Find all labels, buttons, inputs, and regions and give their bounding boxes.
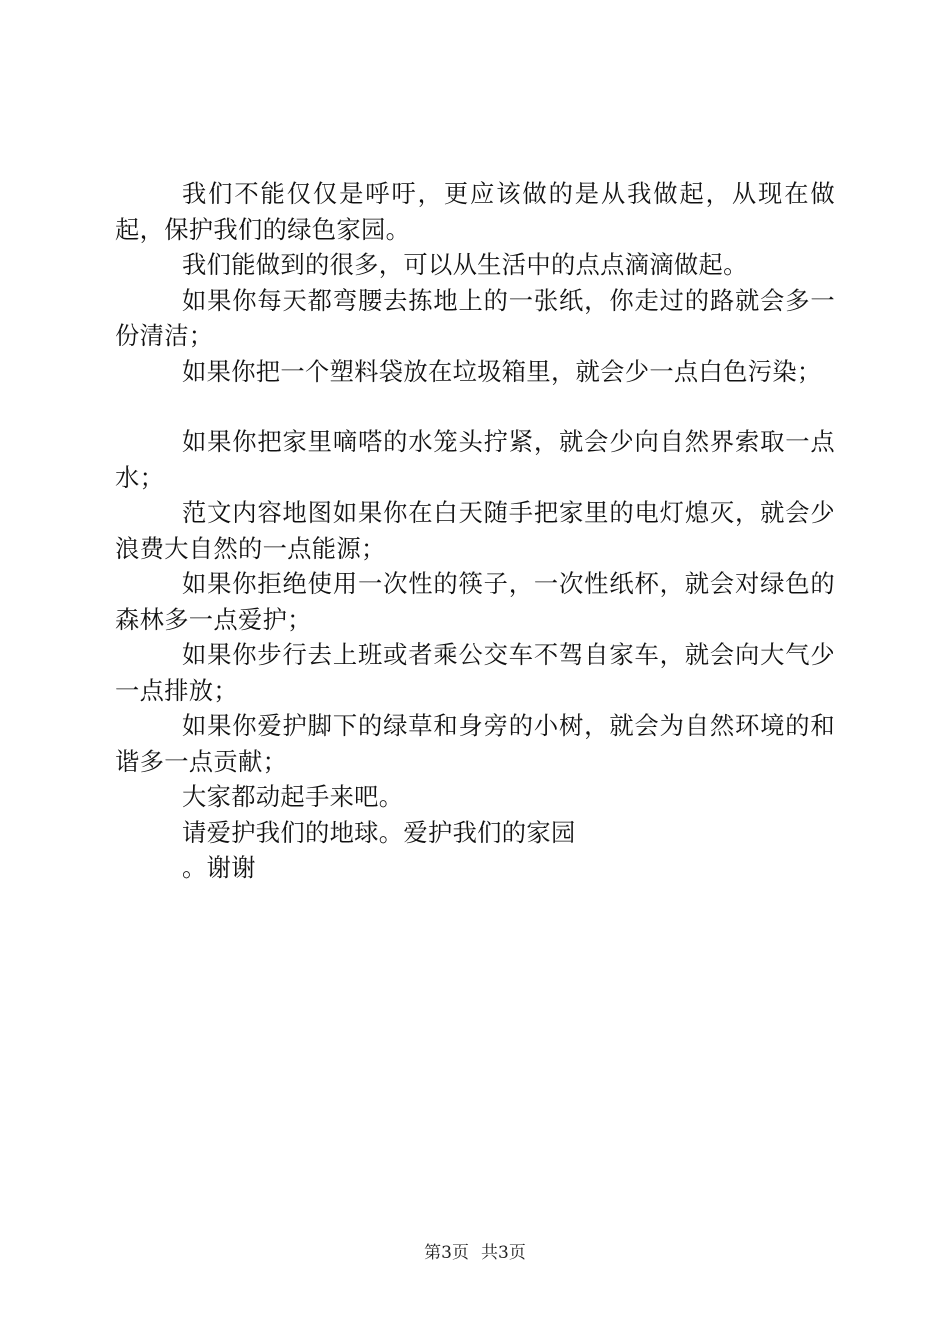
page-number: 第3页 — [424, 1243, 469, 1263]
page-total: 共3页 — [481, 1243, 526, 1263]
paragraph: 如果你爱护脚下的绿草和身旁的小树，就会为自然环境的和谐多一点贡献； — [115, 711, 835, 776]
paragraph: 。谢谢 — [182, 853, 256, 882]
paragraph: 请爱护我们的地球。爱护我们的家园 — [182, 817, 576, 847]
document-body — [115, 176, 835, 886]
page-footer — [0, 1242, 950, 1264]
paragraph: 如果你步行去上班或者乘公交车不驾自家车，就会向大气少一点排放； — [115, 640, 835, 705]
paragraph: 我们能做到的很多，可以从生活中的点点滴滴做起。 — [182, 250, 748, 279]
paragraph: 如果你拒绝使用一次性的筷子，一次性纸杯，就会对绿色的森林多一点爱护； — [115, 569, 835, 634]
paragraph: 如果你把一个塑料袋放在垃圾箱里，就会少一点白色污染； — [182, 356, 822, 386]
paragraph: 大家都动起手来吧。 — [182, 782, 404, 811]
paragraph: 我们不能仅仅是呼吁，更应该做的是从我做起，从现在做起，保护我们的绿色家园。 — [115, 179, 835, 244]
paragraph: 如果你把家里嘀嗒的水笼头拧紧，就会少向自然界索取一点水； — [115, 427, 835, 492]
paragraph: 范文内容地图如果你在白天随手把家里的电灯熄灭，就会少浪费大自然的一点能源； — [115, 498, 835, 563]
paragraph: 如果你每天都弯腰去拣地上的一张纸，你走过的路就会多一份清洁； — [115, 285, 835, 350]
